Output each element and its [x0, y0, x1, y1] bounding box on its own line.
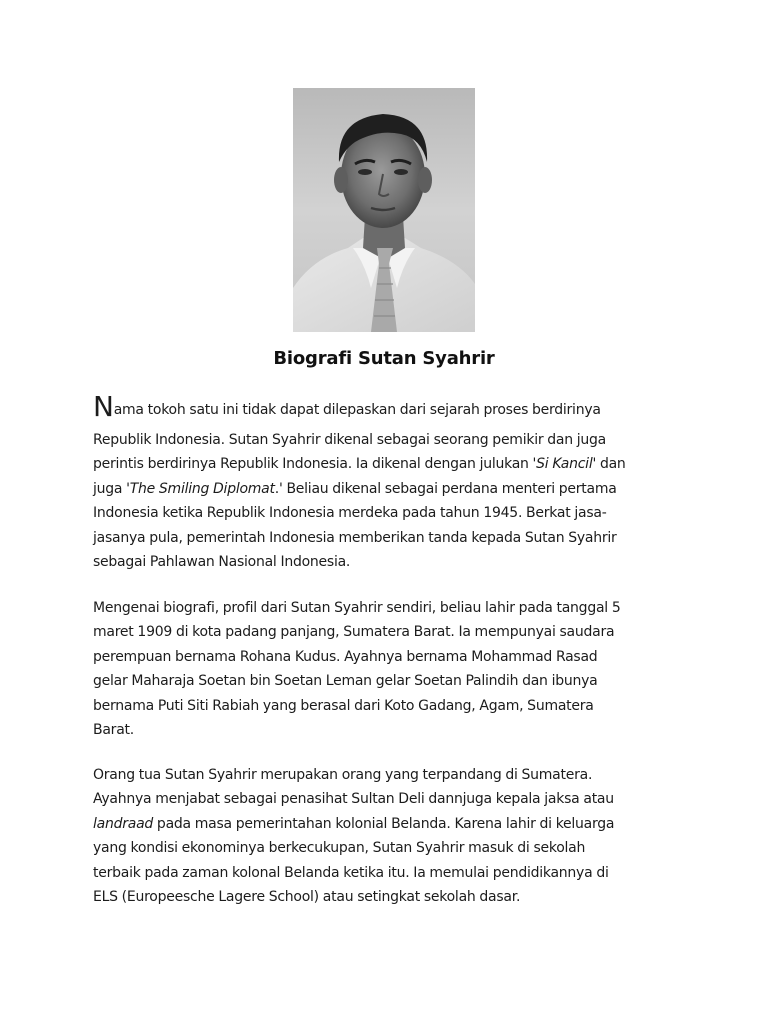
text-span: pada masa pemerintahan kolonial Belanda. Karena lahir di keluarga [153, 815, 615, 832]
text-span: ' dan [592, 456, 626, 473]
paragraph-intro [93, 392, 685, 574]
italic-term: landraad [93, 815, 154, 832]
paragraph-line: maret 1909 di kota padang panjang, Sumatera Barat. Ia mempunyai saudara [93, 624, 615, 641]
paragraph-line: Mengenai biografi, profil dari Sutan Syahrir sendiri, beliau lahir pada tanggal 5 [93, 600, 621, 616]
paragraph-line: sebagai Pahlawan Nasional Indonesia. [93, 554, 351, 571]
document-title: Biografi Sutan Syahrir [273, 348, 495, 369]
paragraph-line: Barat. [93, 722, 134, 739]
paragraph-line: terbaik pada zaman kolonal Belanda ketika itu. Ia memulai pendidikannya di [93, 864, 609, 881]
italic-term: Si Kancil [536, 456, 593, 473]
drop-cap: N [93, 390, 114, 423]
italic-term: The Smiling Diplomat [129, 480, 275, 497]
paragraph-line: bernama Puti Siti Rabiah yang berasal dari Koto Gadang, Agam, Sumatera [93, 697, 594, 714]
paragraph-line: jasanya pula, pemerintah Indonesia memberikan tanda kepada Sutan Syahrir [93, 529, 617, 546]
paragraph-line: perempuan bernama Rohana Kudus. Ayahnya bernama Mohammad Rasad [93, 648, 598, 665]
paragraph-line: yang kondisi ekonominya berkecukupan, Sutan Syahrir masuk di sekolah [93, 840, 586, 857]
text-span: .' Beliau dikenal sebagai perdana menteri pertama [274, 480, 617, 497]
text-span: ama tokoh satu ini tidak dapat dilepaskan dari sejarah proses berdirinya [113, 402, 601, 418]
paragraph-line: ELS (Europeesche Lagere School) atau setingkat sekolah dasar. [93, 889, 521, 906]
text-span: perintis berdirinya Republik Indonesia. Ia dikenal dengan julukan ' [93, 456, 537, 473]
paragraph-line [93, 477, 685, 501]
paragraph-line: Ayahnya menjabat sebagai penasihat Sultan Deli dannjuga kepala jaksa atau [93, 791, 614, 808]
text-span: juga ' [93, 480, 130, 497]
portrait-photo [293, 88, 475, 332]
paragraph-line [93, 812, 685, 836]
paragraph-line [93, 392, 685, 428]
paragraph-line: Orang tua Sutan Syahrir merupakan orang yang terpandang di Sumatera. [93, 767, 593, 783]
paragraph-line [93, 452, 685, 476]
paragraph-family [93, 763, 685, 909]
paragraph-line: gelar Maharaja Soetan bin Soetan Leman gelar Soetan Palindih dan ibunya [93, 673, 598, 690]
paragraph-birth [93, 596, 685, 742]
paragraph-line: Republik Indonesia. Sutan Syahrir dikenal sebagai seorang pemikir dan juga [93, 432, 606, 448]
paragraph-line: Indonesia ketika Republik Indonesia merdeka pada tahun 1945. Berkat jasa- [93, 505, 607, 522]
